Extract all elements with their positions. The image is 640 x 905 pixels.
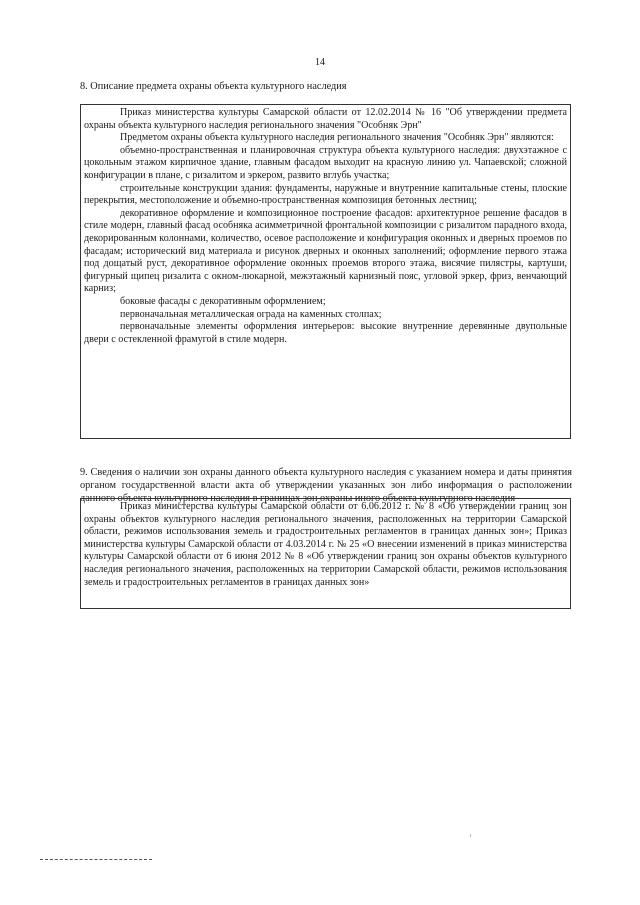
page-number: 14 — [315, 57, 325, 68]
section-8-content-box — [80, 104, 571, 439]
section-9-heading: 9. Сведения о наличии зон охраны данного объекта культурного наследия с указанием номера и даты принятия органом государственной власти акта об утверждении указанных зон либо информация о расположении данного объекта культурного наследия в границах зон охраны иного объекта культурного наследия — [80, 467, 572, 504]
facade-decoration-item: декоративное оформление и композиционное построение фасадов: архитектурное решение фасадов в стиле модерн, главный фасад особняка асимметричной фронтальной композиции с ризалитом парадного входа, декорированным колоннами, количество, осевое расположение и конфигурация оконных и дверных проемов по фасадам; исторический вид материала и рисунок дверных и оконных заполнений; оформление первого этажа под дощатый руст, декоративное оформление оконных проемов второго этажа, висячие пилястры, картуши, фигурный щипец ризалита с окном-люкарной, межэтажный карнизный пояс, угловой эркер, фриз, венчающий карниз; — [84, 207, 567, 295]
section-8-heading: 8. Описание предмета охраны объекта культурного наследия — [80, 81, 347, 92]
protection-subject-intro: Предметом охраны объекта культурного наследия регионального значения "Особняк Эрн" являются: — [120, 132, 554, 144]
order-reference-paragraph: Приказ министерства культуры Самарской области от 12.02.2014 № 16 "Об утверждении предмета охраны объекта культурного наследия регионального значения "Особняк Эрн" — [84, 107, 567, 131]
building-constructions-item: строительные конструкции здания: фундаменты, наружные и внутренние капитальные стены, плоские перекрытия, местоположение и объемно-пространственная композиция бетонных лестниц; — [84, 182, 567, 207]
scan-artifact-mark — [470, 834, 471, 837]
protection-zones-orders-paragraph: Приказ министерства культуры Самарской области от 6.06.2012 г. № 8 «Об утверждении границ зон охраны объектов культурного наследия регионального значения, расположенных на территории Самарской области, режимов использования земель и градостроительных регламентов в границах данных зон»; Приказ министерства культуры Самарской области от 4.03.2014 г. № 25 «О внесении изменений в приказ министерства культуры Самарской области от 6 июня 2012 № 8 «Об утверждении границ зон охраны объектов культурного наследия регионального значения, расположенных на территории Самарской области, режимов использования земель и градостроительных регламентов в границах данных зон» — [84, 501, 567, 588]
metal-fence-item: первоначальная металлическая ограда на каменных столпах; — [120, 308, 382, 320]
section-9-content-box — [80, 498, 571, 609]
footer-rule — [40, 859, 152, 860]
spatial-structure-item: объемно-пространственная и планировочная структура объекта культурного наследия: двухэтажное с цокольным этажом кирпичное здание, главным фасадом выходит на красную линию ул. Чапаевской; сложной конфигурации в плане, с ризалитом и эркером, развито вглубь участка; — [84, 144, 567, 181]
side-facades-item: боковые фасады с декоративным оформлением; — [120, 295, 326, 307]
interior-elements-item: первоначальные элементы оформления интерьеров: высокие внутренние деревянные двупольные двери с остекленной фрамугой в стиле модерн. — [84, 321, 567, 345]
